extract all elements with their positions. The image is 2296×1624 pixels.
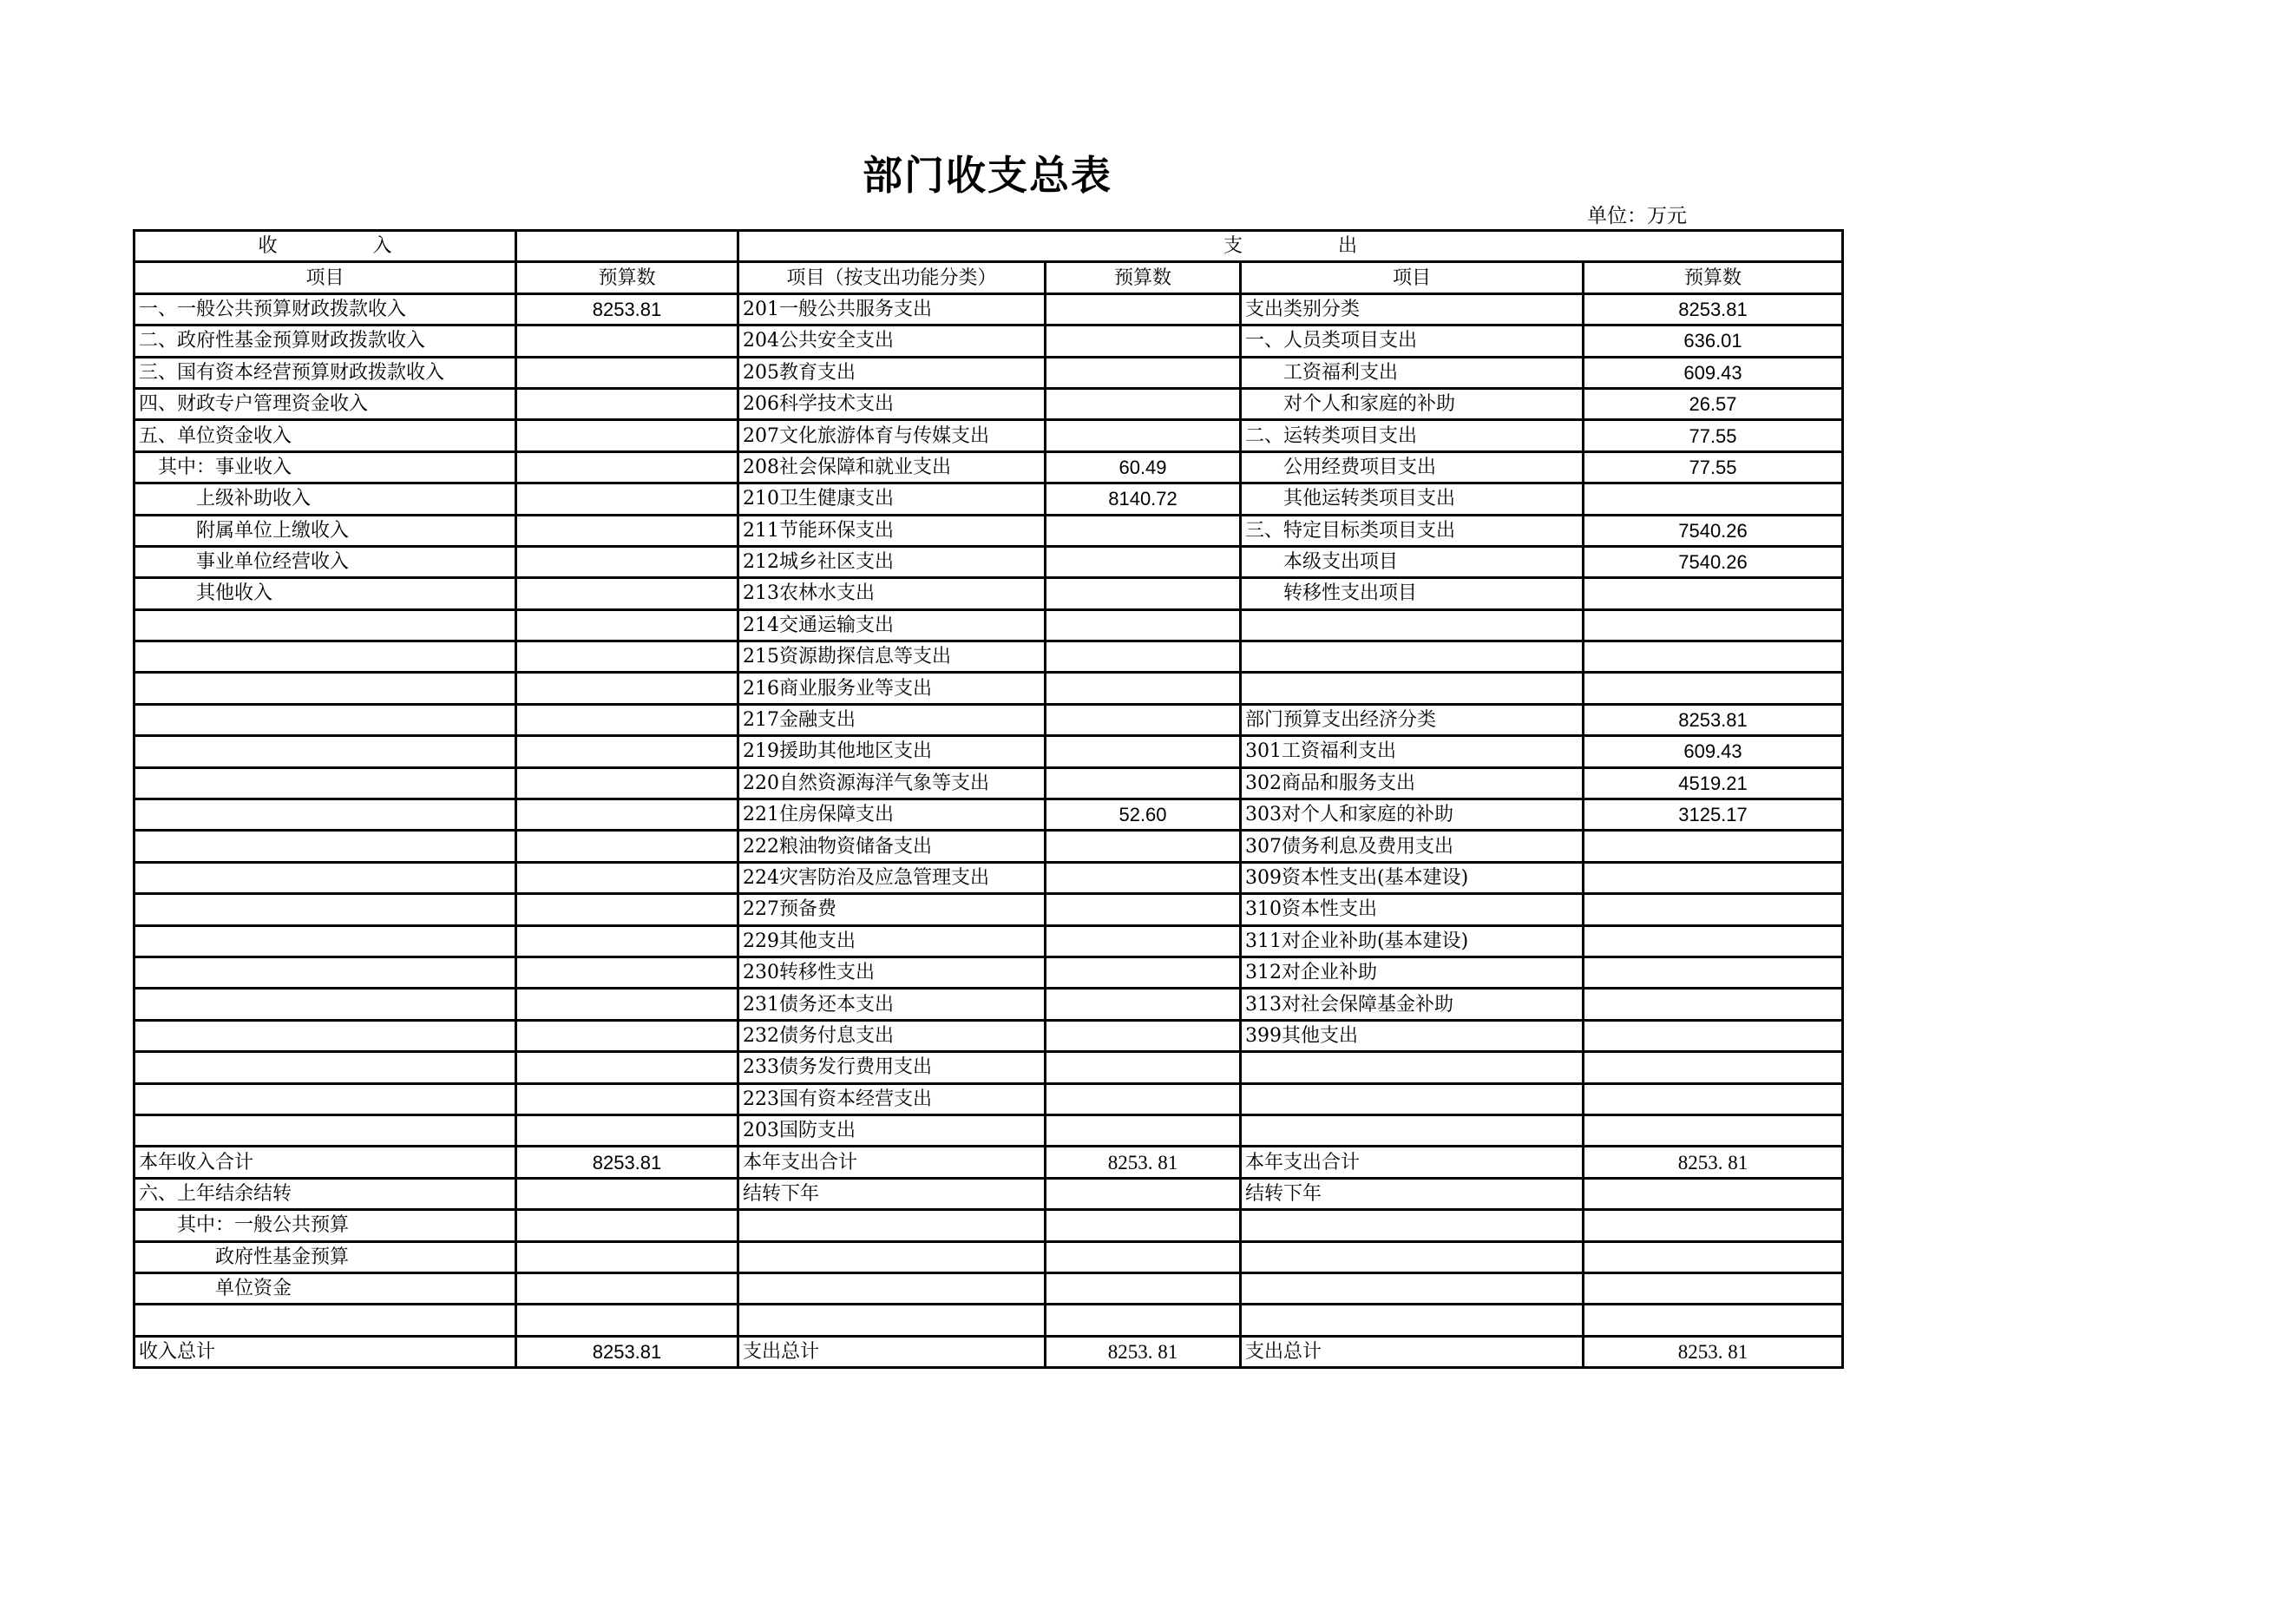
category-expense-amount-cell [1584, 1241, 1843, 1272]
income-amount-cell [516, 641, 738, 673]
income-amount-cell [516, 831, 738, 862]
function-expense-amount-cell [1046, 862, 1241, 893]
function-expense-amount-cell [1046, 641, 1241, 673]
empty-header-cell [516, 231, 738, 262]
function-expense-item-cell: 227预备费 [738, 894, 1046, 925]
page-title: 部门收支总表 [863, 152, 1112, 199]
table-row [134, 1147, 1843, 1178]
income-amount-cell [516, 357, 738, 388]
income-item-cell [134, 673, 516, 704]
column-header: 预算数 [516, 262, 738, 293]
table-row [134, 609, 1843, 641]
function-expense-amount-cell [1046, 1305, 1241, 1336]
category-expense-item-cell: 工资福利支出 [1241, 357, 1584, 388]
function-expense-item-cell: 207文化旅游体育与传媒支出 [738, 420, 1046, 451]
income-amount-cell [516, 515, 738, 546]
table-row [134, 325, 1843, 357]
function-expense-item-cell: 230转移性支出 [738, 957, 1046, 988]
function-expense-amount-cell: 60.49 [1046, 451, 1241, 483]
function-expense-amount-cell [1046, 736, 1241, 767]
function-expense-amount-cell [1046, 357, 1241, 388]
income-item-cell: 附属单位上缴收入 [134, 515, 516, 546]
income-item-cell [134, 1305, 516, 1336]
income-amount-cell [516, 483, 738, 515]
unit-label: 单位：万元 [1587, 205, 1687, 227]
category-expense-item-cell: 其他运转类项目支出 [1241, 483, 1584, 515]
table-row [134, 451, 1843, 483]
category-expense-amount-cell [1584, 894, 1843, 925]
function-expense-item-cell: 201一般公共服务支出 [738, 293, 1046, 325]
income-amount-cell [516, 894, 738, 925]
table-row [134, 799, 1843, 831]
category-expense-item-cell: 本级支出项目 [1241, 546, 1584, 577]
table-row [134, 736, 1843, 767]
category-expense-amount-cell: 8253. 81 [1584, 1336, 1843, 1367]
income-amount-cell: 8253.81 [516, 1336, 738, 1367]
category-expense-item-cell [1241, 1083, 1584, 1114]
function-expense-amount-cell [1046, 704, 1241, 735]
function-expense-item-cell [738, 1241, 1046, 1272]
income-amount-cell [516, 767, 738, 799]
column-header: 项目 [134, 262, 516, 293]
income-item-cell: 三、国有资本经营预算财政拨款收入 [134, 357, 516, 388]
table-row [134, 578, 1843, 609]
category-expense-amount-cell: 3125.17 [1584, 799, 1843, 831]
category-expense-amount-cell [1584, 1272, 1843, 1304]
table-row [134, 1305, 1843, 1336]
income-item-cell: 四、财政专户管理资金收入 [134, 388, 516, 419]
function-expense-amount-cell [1046, 420, 1241, 451]
function-expense-item-cell: 206科学技术支出 [738, 388, 1046, 419]
function-expense-amount-cell [1046, 1020, 1241, 1051]
function-expense-item-cell: 支出总计 [738, 1336, 1046, 1367]
income-amount-cell [516, 1210, 738, 1241]
category-expense-amount-cell: 8253.81 [1584, 704, 1843, 735]
category-expense-item-cell: 302商品和服务支出 [1241, 767, 1584, 799]
function-expense-amount-cell [1046, 957, 1241, 988]
category-expense-item-cell: 转移性支出项目 [1241, 578, 1584, 609]
function-expense-amount-cell: 8140.72 [1046, 483, 1241, 515]
table-row [134, 831, 1843, 862]
category-expense-item-cell: 303对个人和家庭的补助 [1241, 799, 1584, 831]
income-item-cell [134, 1083, 516, 1114]
category-expense-amount-cell [1584, 1052, 1843, 1083]
category-expense-item-cell [1241, 1241, 1584, 1272]
category-expense-amount-cell: 7540.26 [1584, 515, 1843, 546]
table-row [134, 1052, 1843, 1083]
category-expense-amount-cell [1584, 641, 1843, 673]
income-group-header: 收 入 [134, 231, 516, 262]
income-amount-cell [516, 1241, 738, 1272]
function-expense-item-cell: 217金融支出 [738, 704, 1046, 735]
function-expense-item-cell: 213农林水支出 [738, 578, 1046, 609]
income-amount-cell [516, 388, 738, 419]
column-header-row [134, 262, 1843, 293]
category-expense-item-cell [1241, 1210, 1584, 1241]
function-expense-amount-cell [1046, 1210, 1241, 1241]
category-expense-item-cell: 一、人员类项目支出 [1241, 325, 1584, 357]
function-expense-item-cell: 233债务发行费用支出 [738, 1052, 1046, 1083]
income-item-cell: 政府性基金预算 [134, 1241, 516, 1272]
function-expense-amount-cell: 8253. 81 [1046, 1336, 1241, 1367]
income-item-cell [134, 736, 516, 767]
category-expense-amount-cell: 77.55 [1584, 451, 1843, 483]
table-row [134, 357, 1843, 388]
table-row [134, 1178, 1843, 1209]
income-item-cell: 六、上年结余结转 [134, 1178, 516, 1209]
function-expense-amount-cell [1046, 1178, 1241, 1209]
function-expense-amount-cell [1046, 831, 1241, 862]
group-header-row [134, 231, 1843, 262]
table-row [134, 1083, 1843, 1114]
category-expense-item-cell: 313对社会保障基金补助 [1241, 989, 1584, 1020]
category-expense-item-cell: 399其他支出 [1241, 1020, 1584, 1051]
table-row [134, 1241, 1843, 1272]
category-expense-item-cell: 对个人和家庭的补助 [1241, 388, 1584, 419]
category-expense-amount-cell [1584, 483, 1843, 515]
income-item-cell [134, 925, 516, 957]
category-expense-amount-cell: 7540.26 [1584, 546, 1843, 577]
function-expense-amount-cell [1046, 989, 1241, 1020]
table-row [134, 293, 1843, 325]
table-row [134, 704, 1843, 735]
function-expense-amount-cell [1046, 894, 1241, 925]
income-item-cell: 上级补助收入 [134, 483, 516, 515]
income-item-cell [134, 989, 516, 1020]
income-amount-cell: 8253.81 [516, 293, 738, 325]
table-row [134, 957, 1843, 988]
category-expense-amount-cell [1584, 1178, 1843, 1209]
category-expense-amount-cell [1584, 862, 1843, 893]
category-expense-amount-cell [1584, 1020, 1843, 1051]
table-row [134, 420, 1843, 451]
category-expense-item-cell [1241, 1114, 1584, 1146]
income-amount-cell [516, 420, 738, 451]
function-expense-item-cell: 203国防支出 [738, 1114, 1046, 1146]
income-item-cell [134, 767, 516, 799]
function-expense-amount-cell [1046, 578, 1241, 609]
income-item-cell: 其中：一般公共预算 [134, 1210, 516, 1241]
income-item-cell: 一、一般公共预算财政拨款收入 [134, 293, 516, 325]
table-row [134, 1336, 1843, 1367]
function-expense-amount-cell [1046, 767, 1241, 799]
function-expense-item-cell: 212城乡社区支出 [738, 546, 1046, 577]
income-amount-cell [516, 1114, 738, 1146]
table-row [134, 1020, 1843, 1051]
function-expense-item-cell: 224灾害防治及应急管理支出 [738, 862, 1046, 893]
function-expense-amount-cell [1046, 1272, 1241, 1304]
category-expense-item-cell: 309资本性支出(基本建设) [1241, 862, 1584, 893]
income-amount-cell [516, 1020, 738, 1051]
income-item-cell: 其他收入 [134, 578, 516, 609]
income-item-cell [134, 894, 516, 925]
table-row [134, 515, 1843, 546]
category-expense-item-cell: 部门预算支出经济分类 [1241, 704, 1584, 735]
function-expense-amount-cell [1046, 515, 1241, 546]
category-expense-item-cell: 三、特定目标类项目支出 [1241, 515, 1584, 546]
function-expense-amount-cell: 52.60 [1046, 799, 1241, 831]
income-amount-cell [516, 1305, 738, 1336]
function-expense-amount-cell [1046, 1083, 1241, 1114]
income-amount-cell [516, 325, 738, 357]
function-expense-item-cell: 本年支出合计 [738, 1147, 1046, 1178]
function-expense-item-cell [738, 1305, 1046, 1336]
category-expense-item-cell [1241, 641, 1584, 673]
column-header: 预算数 [1584, 262, 1843, 293]
income-amount-cell [516, 925, 738, 957]
income-amount-cell: 8253.81 [516, 1147, 738, 1178]
income-amount-cell [516, 1178, 738, 1209]
category-expense-item-cell: 支出总计 [1241, 1336, 1584, 1367]
table-row [134, 673, 1843, 704]
function-expense-item-cell: 215资源勘探信息等支出 [738, 641, 1046, 673]
category-expense-amount-cell: 8253.81 [1584, 293, 1843, 325]
income-item-cell [134, 862, 516, 893]
column-header: 项目（按支出功能分类） [738, 262, 1046, 293]
table-row [134, 894, 1843, 925]
income-amount-cell [516, 736, 738, 767]
category-expense-amount-cell: 77.55 [1584, 420, 1843, 451]
income-amount-cell [516, 989, 738, 1020]
income-item-cell [134, 609, 516, 641]
column-header: 预算数 [1046, 262, 1241, 293]
category-expense-item-cell [1241, 1272, 1584, 1304]
category-expense-amount-cell: 609.43 [1584, 736, 1843, 767]
function-expense-item-cell: 208社会保障和就业支出 [738, 451, 1046, 483]
table-row [134, 1114, 1843, 1146]
income-item-cell [134, 641, 516, 673]
category-expense-amount-cell [1584, 1305, 1843, 1336]
income-amount-cell [516, 799, 738, 831]
category-expense-item-cell: 312对企业补助 [1241, 957, 1584, 988]
function-expense-amount-cell [1046, 388, 1241, 419]
table-row [134, 989, 1843, 1020]
function-expense-item-cell: 229其他支出 [738, 925, 1046, 957]
category-expense-item-cell [1241, 1305, 1584, 1336]
function-expense-amount-cell [1046, 546, 1241, 577]
category-expense-amount-cell [1584, 925, 1843, 957]
function-expense-amount-cell [1046, 1114, 1241, 1146]
function-expense-item-cell: 231债务还本支出 [738, 989, 1046, 1020]
function-expense-item-cell: 214交通运输支出 [738, 609, 1046, 641]
income-item-cell [134, 957, 516, 988]
income-item-cell: 五、单位资金收入 [134, 420, 516, 451]
income-item-cell [134, 799, 516, 831]
function-expense-item-cell: 232债务付息支出 [738, 1020, 1046, 1051]
income-amount-cell [516, 609, 738, 641]
category-expense-amount-cell: 636.01 [1584, 325, 1843, 357]
function-expense-amount-cell [1046, 325, 1241, 357]
category-expense-amount-cell: 609.43 [1584, 357, 1843, 388]
category-expense-item-cell: 307债务利息及费用支出 [1241, 831, 1584, 862]
category-expense-amount-cell [1584, 1114, 1843, 1146]
table-row [134, 862, 1843, 893]
category-expense-item-cell: 公用经费项目支出 [1241, 451, 1584, 483]
function-expense-amount-cell [1046, 1052, 1241, 1083]
table-row [134, 546, 1843, 577]
category-expense-amount-cell [1584, 673, 1843, 704]
function-expense-amount-cell [1046, 609, 1241, 641]
function-expense-amount-cell [1046, 925, 1241, 957]
category-expense-amount-cell [1584, 957, 1843, 988]
category-expense-amount-cell [1584, 1210, 1843, 1241]
category-expense-item-cell: 结转下年 [1241, 1178, 1584, 1209]
income-item-cell: 二、政府性基金预算财政拨款收入 [134, 325, 516, 357]
function-expense-item-cell: 204公共安全支出 [738, 325, 1046, 357]
income-item-cell: 其中：事业收入 [134, 451, 516, 483]
column-header: 项目 [1241, 262, 1584, 293]
income-amount-cell [516, 957, 738, 988]
income-item-cell [134, 1052, 516, 1083]
table-row [134, 483, 1843, 515]
income-item-cell [134, 1020, 516, 1051]
function-expense-item-cell: 216商业服务业等支出 [738, 673, 1046, 704]
category-expense-item-cell: 支出类别分类 [1241, 293, 1584, 325]
table-row [134, 767, 1843, 799]
table-row [134, 641, 1843, 673]
income-item-cell: 收入总计 [134, 1336, 516, 1367]
income-amount-cell [516, 1083, 738, 1114]
category-expense-amount-cell: 26.57 [1584, 388, 1843, 419]
function-expense-amount-cell: 8253. 81 [1046, 1147, 1241, 1178]
income-amount-cell [516, 1052, 738, 1083]
table-row [134, 1210, 1843, 1241]
function-expense-amount-cell [1046, 673, 1241, 704]
table-row [134, 388, 1843, 419]
category-expense-amount-cell [1584, 578, 1843, 609]
category-expense-amount-cell: 4519.21 [1584, 767, 1843, 799]
category-expense-amount-cell [1584, 609, 1843, 641]
income-item-cell [134, 831, 516, 862]
function-expense-item-cell: 210卫生健康支出 [738, 483, 1046, 515]
category-expense-item-cell: 本年支出合计 [1241, 1147, 1584, 1178]
category-expense-item-cell: 二、运转类项目支出 [1241, 420, 1584, 451]
category-expense-item-cell: 310资本性支出 [1241, 894, 1584, 925]
category-expense-item-cell [1241, 609, 1584, 641]
income-amount-cell [516, 546, 738, 577]
table-row [134, 1272, 1843, 1304]
function-expense-item-cell: 219援助其他地区支出 [738, 736, 1046, 767]
category-expense-item-cell: 311对企业补助(基本建设) [1241, 925, 1584, 957]
income-item-cell: 单位资金 [134, 1272, 516, 1304]
income-item-cell [134, 1114, 516, 1146]
budget-summary-table [133, 229, 1844, 1369]
function-expense-item-cell: 220自然资源海洋气象等支出 [738, 767, 1046, 799]
category-expense-item-cell: 301工资福利支出 [1241, 736, 1584, 767]
category-expense-item-cell [1241, 673, 1584, 704]
category-expense-amount-cell [1584, 1083, 1843, 1114]
expense-group-header: 支 出 [738, 231, 1843, 262]
category-expense-amount-cell [1584, 989, 1843, 1020]
income-item-cell: 本年收入合计 [134, 1147, 516, 1178]
income-amount-cell [516, 704, 738, 735]
table-row [134, 925, 1843, 957]
function-expense-item-cell: 222粮油物资储备支出 [738, 831, 1046, 862]
income-item-cell [134, 704, 516, 735]
function-expense-item-cell: 211节能环保支出 [738, 515, 1046, 546]
category-expense-item-cell [1241, 1052, 1584, 1083]
function-expense-item-cell [738, 1272, 1046, 1304]
category-expense-amount-cell: 8253. 81 [1584, 1147, 1843, 1178]
income-amount-cell [516, 578, 738, 609]
function-expense-item-cell: 221住房保障支出 [738, 799, 1046, 831]
function-expense-amount-cell [1046, 1241, 1241, 1272]
function-expense-item-cell [738, 1210, 1046, 1241]
income-item-cell: 事业单位经营收入 [134, 546, 516, 577]
function-expense-item-cell: 结转下年 [738, 1178, 1046, 1209]
income-amount-cell [516, 862, 738, 893]
function-expense-item-cell: 223国有资本经营支出 [738, 1083, 1046, 1114]
income-amount-cell [516, 451, 738, 483]
income-amount-cell [516, 1272, 738, 1304]
function-expense-amount-cell [1046, 293, 1241, 325]
function-expense-item-cell: 205教育支出 [738, 357, 1046, 388]
income-amount-cell [516, 673, 738, 704]
category-expense-amount-cell [1584, 831, 1843, 862]
